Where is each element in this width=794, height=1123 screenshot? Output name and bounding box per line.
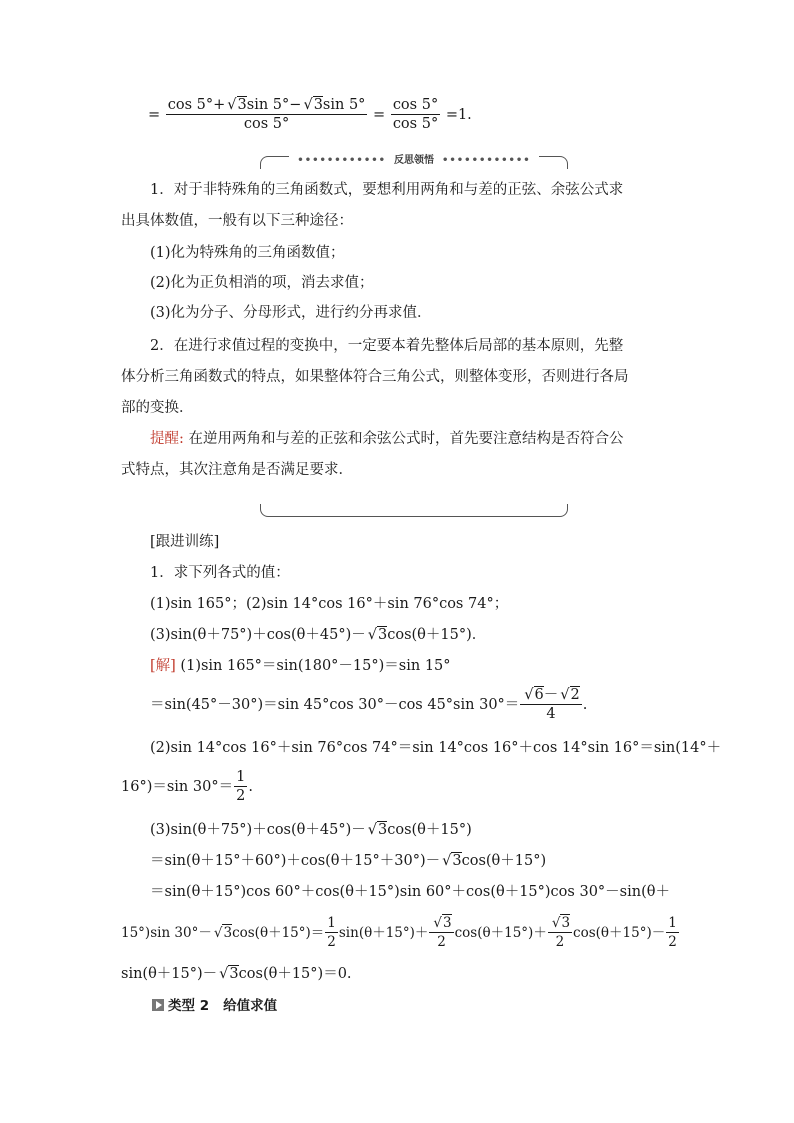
reflection-label xyxy=(289,155,538,166)
sqrt-sign: √3 xyxy=(303,97,323,113)
radicand: 3 xyxy=(443,915,452,931)
solution-3-line5 xyxy=(121,964,352,984)
text-part: cos(θ＋15°)． xyxy=(387,627,487,643)
period: . xyxy=(582,696,588,713)
sqrt-sign: √3 xyxy=(367,627,388,643)
text-part: cos(θ＋15°)＋ xyxy=(454,924,547,941)
sqrt-sign: √3 xyxy=(219,966,239,982)
radicand: 3 xyxy=(229,966,239,982)
fraction-numerator: 1 xyxy=(327,915,336,931)
fraction-denominator: 2 xyxy=(555,934,565,950)
top-equation xyxy=(148,96,472,133)
text-part: cos(θ＋15°)＝ xyxy=(232,924,325,941)
type2-title: 给值求值 xyxy=(223,998,278,1014)
fraction-sqrt6-sqrt2 xyxy=(520,686,581,723)
practice-q1-parts-b xyxy=(150,625,486,645)
text-part: cos(θ＋15°)＝0. xyxy=(238,966,352,982)
period: . xyxy=(248,778,253,795)
radicand: 3 xyxy=(561,915,571,931)
reflection-p1-line2: 出具体数值，一般有以下三种途径： xyxy=(121,213,353,229)
reflection-item3: (3)化为分子、分母形式，进行约分再求值． xyxy=(150,305,432,321)
radicand: 3 xyxy=(452,853,462,869)
text-part: 15°)sin 30°－ xyxy=(121,924,212,941)
num-part: sin 5°− xyxy=(246,97,302,113)
text-part: (1)sin 165°＝sin(180°－15°)＝sin 15° xyxy=(175,658,451,674)
text-part: ＝sin(θ＋15°＋60°)＋cos(θ＋15°＋30°)－ xyxy=(150,853,441,869)
fraction-1-numerator xyxy=(166,96,368,115)
fraction-half xyxy=(325,914,338,951)
fraction-numerator xyxy=(548,914,572,933)
practice-q1-parts-a: (1)sin 165°；(2)sin 14°cos 16°＋sin 76°cos 74°； xyxy=(150,596,509,612)
fraction-sqrt3-half xyxy=(429,914,453,951)
radicand: 3 xyxy=(378,822,388,838)
fraction-numerator xyxy=(429,914,453,933)
text-part: sin(θ＋15°)＋ xyxy=(338,924,429,941)
reflection-title: 反思领悟 xyxy=(390,155,438,166)
sqrt-sign: √3 xyxy=(213,924,233,941)
solution-3-line1 xyxy=(150,820,472,840)
solution-3-line2 xyxy=(150,851,546,871)
fraction-denominator: 2 xyxy=(327,934,336,950)
num-part: cos 5°+ xyxy=(167,97,226,113)
fraction-1 xyxy=(166,96,368,133)
reflection-frame-top xyxy=(260,156,568,169)
fraction-sqrt3-half xyxy=(548,914,572,951)
text-part: sin(θ＋15°)－ xyxy=(121,966,218,982)
tip-label: 提醒: xyxy=(150,431,184,447)
solution-3-line4 xyxy=(121,914,680,951)
fraction-2 xyxy=(391,96,440,133)
sqrt-sign: √3 xyxy=(227,97,247,113)
sqrt-sign: √3 xyxy=(433,915,452,931)
solution-1-line1 xyxy=(150,656,451,676)
fraction-denominator: 2 xyxy=(236,788,246,804)
equals-sign: = xyxy=(373,106,386,123)
radicand: 3 xyxy=(223,924,233,941)
solution-label: [解] xyxy=(150,658,176,674)
solution-2-line1: (2)sin 14°cos 16°＋sin 76°cos 74°＝sin 14°cos 16°＋cos 14°sin 16°＝sin(14°＋ xyxy=(150,740,722,756)
radicand: 3 xyxy=(237,97,247,113)
num-part: sin 5° xyxy=(322,97,366,113)
fraction-denominator: 4 xyxy=(546,706,556,722)
reflection-p2-line3: 部的变换． xyxy=(121,400,194,416)
solution-2-line2 xyxy=(121,768,253,805)
play-triangle-icon xyxy=(152,999,164,1011)
text-part: cos(θ＋15°) xyxy=(387,822,472,838)
text-part: ＝sin(45°－30°)＝sin 45°cos 30°－cos 45°sin 30°＝ xyxy=(150,696,520,713)
text-part: cos(θ＋15°) xyxy=(461,853,547,869)
reflection-p2-line2: 体分析三角函数式的特点，如果整体符合三角公式，则整体变形，否则进行各局 xyxy=(121,369,629,385)
tip-text: 在逆用两角和与差的正弦和余弦公式时，首先要注意结构是否符合公 xyxy=(183,431,624,447)
reflection-tip-line1 xyxy=(150,429,624,449)
equation-tail: =1. xyxy=(445,106,472,123)
radicand: 6 xyxy=(534,687,544,703)
equals-sign: = xyxy=(148,106,161,123)
dots-right: •••••••••••• xyxy=(438,155,535,166)
text-part: (3)sin(θ＋75°)＋cos(θ＋45°)－ xyxy=(150,627,366,643)
solution-3-line3: ＝sin(θ＋15°)cos 60°＋cos(θ＋15°)sin 60°＋cos(θ＋15°)cos 30°－sin(θ＋ xyxy=(150,884,670,900)
fraction-2-denominator: cos 5° xyxy=(392,116,439,132)
reflection-p1-line1: 1．对于非特殊角的三角函数式，要想利用两角和与差的正弦、余弦公式求 xyxy=(150,182,624,198)
reflection-item2: (2)化为正负相消的项，消去求值； xyxy=(150,275,374,291)
fraction-2-numerator: cos 5° xyxy=(392,97,439,113)
fraction-half xyxy=(666,914,679,951)
practice-q1: 1．求下列各式的值： xyxy=(150,565,290,581)
radicand: 3 xyxy=(378,627,388,643)
reflection-label-wrap xyxy=(261,148,567,167)
text-part: cos(θ＋15°)－ xyxy=(573,924,666,941)
text-part: (3)sin(θ＋75°)＋cos(θ＋45°)－ xyxy=(150,822,366,838)
reflection-p2-line1: 2．在进行求值过程的变换中，一定要本着先整体后局部的基本原则，先整 xyxy=(150,338,624,354)
sqrt-sign: √3 xyxy=(551,915,571,931)
practice-heading: [跟进训练] xyxy=(150,534,220,550)
fraction-1-denominator: cos 5° xyxy=(243,116,290,132)
fraction-denominator: 2 xyxy=(437,934,446,950)
solution-1-line2 xyxy=(150,686,587,723)
reflection-frame-bottom xyxy=(260,504,568,517)
fraction-half xyxy=(234,768,247,805)
sqrt-sign: √3 xyxy=(442,853,462,869)
fraction-numerator: 1 xyxy=(236,769,246,785)
dots-left: •••••••••••• xyxy=(293,155,390,166)
sqrt-sign: √3 xyxy=(367,822,388,838)
reflection-item1: (1)化为特殊角的三角函数值； xyxy=(150,245,345,261)
reflection-tip-line2: 式特点，其次注意角是否满足要求． xyxy=(121,462,353,478)
type2-label: 类型 2 xyxy=(168,998,210,1014)
radicand: 2 xyxy=(570,687,580,703)
sqrt-sign: √6 xyxy=(524,687,544,703)
type2-heading xyxy=(152,996,277,1016)
radicand: 3 xyxy=(313,97,323,113)
fraction-numerator xyxy=(520,686,581,705)
minus-sign: － xyxy=(543,687,559,703)
sqrt-sign: √2 xyxy=(560,687,580,703)
fraction-numerator: 1 xyxy=(668,915,677,931)
fraction-denominator: 2 xyxy=(668,934,677,950)
text-part: 16°)＝sin 30°＝ xyxy=(121,778,234,795)
